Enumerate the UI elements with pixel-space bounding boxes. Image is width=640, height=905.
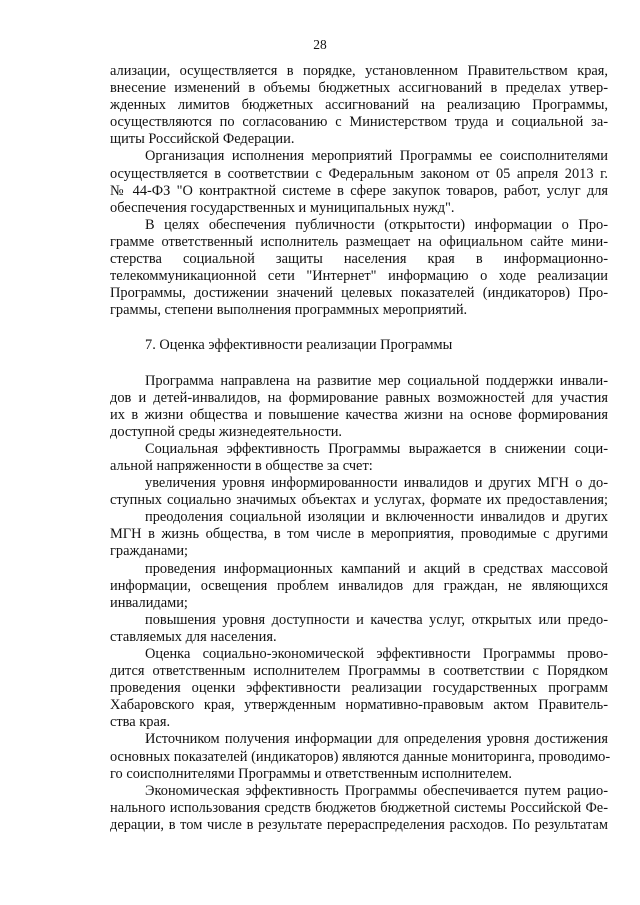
text-line: МГН в жизнь общества, в том числе в мероприятия, проводимые с другими (110, 526, 608, 543)
text-line: го соисполнителями Программы и ответственным исполнителем. (110, 765, 512, 782)
text-line: Хабаровского края, утвержденным нормативно-правовым актом Правитель- (110, 697, 608, 714)
text-line: жденных лимитов бюджетных ассигнований на реализацию Программы, (110, 97, 608, 114)
text-line: преодоления социальной изоляции и включенности инвалидов и других (145, 509, 608, 526)
text-line: стерства социальной защиты населения края в информационно- (110, 251, 608, 268)
text-line: проведения информационных кампаний и акций в средствах массовой (145, 560, 608, 577)
text-line: Организация исполнения мероприятий Программы ее соисполнителями (145, 148, 608, 165)
text-line: грамме ответственный исполнитель размещает на официальном сайте мини- (110, 233, 608, 250)
text-line: Программы, достижении значений целевых показателей (индикаторов) Про- (110, 285, 608, 302)
text-line: обеспечения государственных и муниципальных нужд". (110, 199, 455, 216)
text-line: дится ответственным исполнителем Программы в соответствии с Порядком (110, 663, 608, 680)
text-line: их в жизни общества и повышение качества жизни на основе формирования (110, 406, 608, 423)
text-line: Оценка социально-экономической эффективности Программы прово- (145, 646, 608, 662)
text-line: доступной среды жизнедеятельности. (110, 423, 343, 440)
text-line: щиты Российской Федерации. (110, 131, 295, 148)
text-line: граммы, степени выполнения программных мероприятий. (110, 302, 468, 319)
text-line: внесение изменений в объемы бюджетных ассигнований в пределах утвер- (110, 80, 608, 97)
text-line: повышения уровня доступности и качества услуг, открытых или предо- (145, 611, 608, 628)
body-text (110, 63, 611, 834)
text-line: Экономическая эффективность Программы обеспечивается путем рацио- (145, 782, 608, 799)
text-line: осуществляются по согласованию с Министерством труда и социальной за- (110, 114, 608, 131)
text-line: увеличения уровня информированности инвалидов и других МГН о до- (145, 475, 608, 492)
text-line: дов и детей-инвалидов, на формирование равных возможностей для участия (110, 389, 608, 406)
paragraph-gap (110, 319, 608, 337)
text-line: гражданами; (110, 543, 189, 560)
text-line: В целях обеспечения публичности (открытости) информации о Про- (145, 216, 608, 233)
page-number: 28 (313, 37, 327, 52)
text-line: ства края. (110, 714, 171, 731)
text-line: осуществляется в соответствии с Федеральным законом от 05 апреля 2013 г. (110, 165, 608, 182)
text-line: Программа направлена на развитие мер социальной поддержки инвали- (145, 372, 608, 389)
text-line: ставляемых для населения. (110, 628, 277, 645)
paragraph-gap (110, 355, 608, 373)
text-line: телекоммуникационной сети "Интернет" информацию о ходе реализации (110, 268, 608, 285)
text-line: Источником получения информации для определения уровня достижения (145, 731, 608, 748)
text-line: дерации, в том числе в результате перераспределения расходов. По результатам (110, 816, 608, 833)
text-line: основных показателей (индикаторов) являются данные мониторинга, проводимо- (110, 748, 611, 765)
text-line: информации, освещения проблем инвалидов для граждан, не являющихся (110, 577, 608, 594)
text-line: проведения оценки эффективности реализации государственных программ (110, 680, 608, 697)
text-line: альной напряженности в обществе за счет: (110, 457, 373, 474)
text-line: инвалидами; (110, 594, 188, 611)
text-line: Социальная эффективность Программы выражается в снижении соци- (145, 440, 608, 457)
text-line: ализации, осуществляется в порядке, установленном Правительством края, (110, 63, 608, 79)
text-line: нального использования средств бюджетов бюджетной системы Российской Фе- (110, 799, 608, 816)
text-line: ступных социально значимых объектах и услугах, формате их предоставления; (110, 492, 608, 509)
text-line: № 44-ФЗ "О контрактной системе в сфере закупок товаров, работ, услуг для (110, 182, 608, 199)
section-heading: 7. Оценка эффективности реализации Программы (145, 337, 453, 354)
